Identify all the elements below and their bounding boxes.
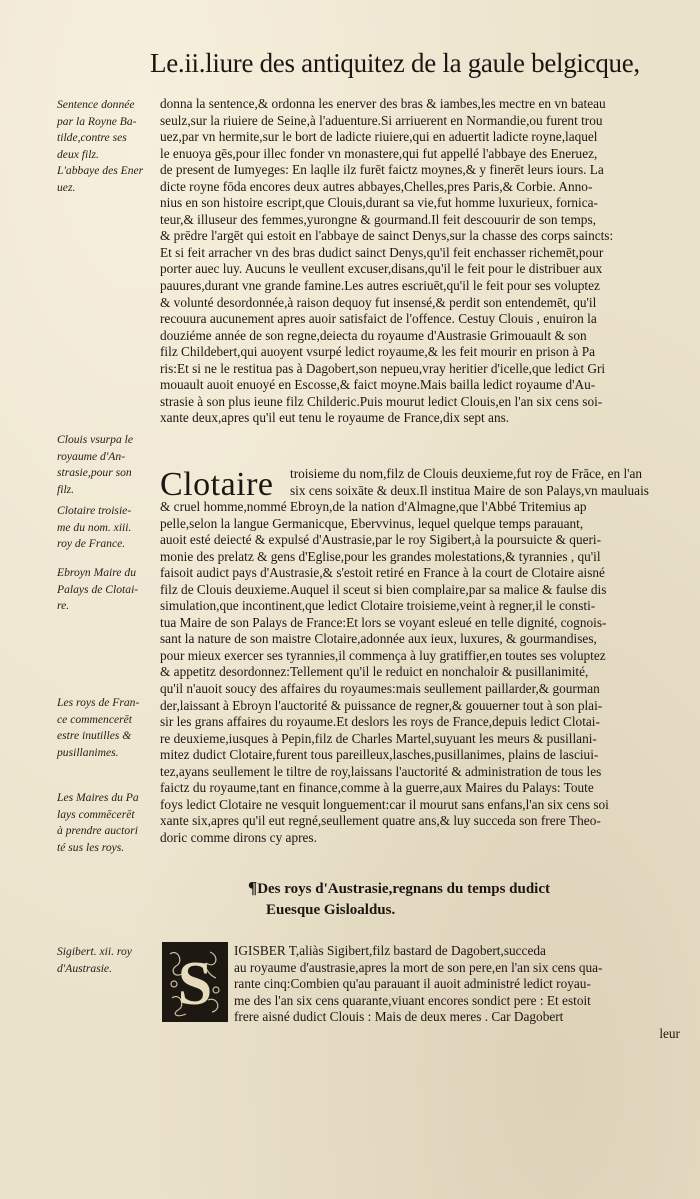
text-line: recouura aucunement apres auoir satisfaict de l'offence. Cestuy Clouis , enuiron la [160, 311, 597, 327]
text-line: teur,& illuseur des femmes,yurongne & gourmand.Il feit descouurir de son temps, [160, 211, 596, 227]
paragraph-initial-word: Clotaire [160, 466, 274, 503]
text-line: tua Maire de son Palays de France:Et lors se voyant esleué en telle dignité, cognois- [160, 614, 607, 630]
text-line: Et si feit arracher vn des bras dudict sainct Denys,qu'il feit enchasser richemēt,pour [160, 244, 604, 260]
margin-note-maires: Les Maires du Pa lays commēcerēt à prendre auctori té sus les roys. [57, 791, 139, 854]
text-line: xante deux,apres qu'il eut tenu le royaume de France,dix sept ans. [160, 410, 510, 426]
text-line: frere aisné dudict Clouis : Mais de deux meres . Car Dagobert [234, 1009, 564, 1025]
text-line: & cruel homme,nommé Ebroyn,de la nation d'Almagne,que l'Abbé Tritemius ap [160, 499, 587, 514]
text-line: & volunté desordonnée,à raison dequoy fut insensé,& perdit son entendemēt, qu'il [160, 294, 597, 310]
text-line: douziéme année de son regne,deiecta du royaume d'Austrasie Grimouault & son [160, 327, 587, 343]
text-line: xante six,apres qu'il eut regné,seullement quatre ans,& luy succeda son frere Theo- [160, 813, 601, 829]
section-heading: ¶Des roys d'Austrasie,regnans du temps dudict Euesque Gisloaldus. [248, 878, 551, 918]
margin-note-sentence: Sentence donnée par la Royne Ba- tilde,contre ses deux filz. L'abbaye des Ener uez. [57, 98, 144, 194]
margin-note-sigibert: Sigibert. xii. roy d'Austrasie. [57, 945, 132, 975]
margin-note-clouis: Clouis vsurpa le royaume d'An- strasie,pour son filz. [57, 433, 134, 496]
paragraph-clotaire [160, 499, 683, 846]
text-line: IGISBER T,aliàs Sigibert,filz bastard de Dagobert,succeda [234, 943, 546, 958]
text-line: le enuoya gēs,pour illec fonder vn monastere,qui fut appellé l'abbaye des Eneruez, [160, 145, 598, 161]
text-line: doric comme dirons cy apres. [160, 829, 317, 845]
text-line: simulation,que incontinent,que ledict Clotaire troisieme,veint à regner,il le consti- [160, 598, 596, 614]
text-line: qu'il n'auoit soucy des affaires du royaumes:mais seullement paillarder,& gourman [160, 681, 600, 697]
text-line: re deuxieme,iusques à Pepin,filz de Charles Martel,suyuant les meurs & pusillani- [160, 730, 597, 746]
text-line: filz Childebert,qui auoyent vsurpé ledict royaume,& les feit mourir en prison à Pa [160, 344, 595, 360]
text-line: auoit esté deiecté & expulsé d'Austrasie,par le roy Sigibert,à la poursuicte & queri- [160, 532, 602, 548]
text-line: mitez dudict Clotaire,furent tous pareilleux,lasches,pusillanimes, plains de lasciui- [160, 747, 599, 763]
text-line: strasie à son plus ieune filz Childeric.Puis mourut ledict Clouis,en l'an six cens soi- [160, 393, 603, 409]
text-line: pauures,durant vne grande famine.Les autres escriuēt,qu'il le feit pour ses voluptez [160, 278, 600, 294]
text-line: seulz,sur la riuiere de Seine,à l'aduenture.Si arriuerent en Normandie,ou furent trou [160, 112, 603, 128]
margin-note-clotaire: Clotaire troisie- me du nom. xiii. roy de France. [57, 504, 132, 550]
text-line: foys ledict Clotaire ne vesquit longuement:car il mourut sans enfans,l'an six cens soi [160, 796, 609, 812]
text-line: pelle,selon la langue Germanicque, Ebervvinus, lequel quelque temps parauant, [160, 515, 584, 531]
text-line: sir les grans affaires du royaume.Et deslors les roys de France,depuis ledict Clotai- [160, 714, 600, 730]
text-line: donna la sentence,& ordonna les enerver des bras & iambes,les mectre en vn bateau [160, 96, 606, 111]
text-line: dicte royne fōda encores deux autres abbayes,Chelles,pres Paris,& Corbie. Anno- [160, 178, 593, 194]
running-head: Le.ii.liure des antiquitez de la gaule belgicque, [150, 48, 640, 78]
text-line: au royaume d'austrasie,apres la mort de son pere,en l'an six cens qua- [234, 959, 603, 975]
text-line: uez,par vn hermite,sur le bort de ladicte riuiere,qui en aduertit ladicte royne,laquel [160, 129, 598, 145]
text-line: der,laissant à Ebroyn l'auctorité & puissance de regner,& gouuerner tout à son plai- [160, 697, 603, 713]
drop-cap-letter: S [177, 950, 213, 1018]
text-line: me des l'an six cens quarante,viuant encores sondict pere : Et estoit [234, 992, 591, 1008]
text-line: monie des prelatz & gens d'Eglise,pour les grandes molestations,& tyrannies , qu'il [160, 548, 601, 564]
decorated-initial-s [162, 942, 228, 1022]
text-line: porter auec luy. Aucuns le veullent excuser,disans,qu'il le feit pour le distribuer aux [160, 261, 603, 277]
text-line: pour mieux exercer ses tyrannies,il commença à luy gratiffier,en toutes ses voluptez [160, 647, 606, 663]
text-line: & appetitz desordonnez:Tellement qu'il le reduict en nonchaloir & pusillanimité, [160, 664, 589, 680]
text-line: tez,ayans seullement le tiltre de roy,laissans l'auctorité & administration de tous les [160, 763, 602, 779]
text-line: de present de Iumyeges: En laqlle ilz furēt faictz moynes,& y finerēt leurs iours. La [160, 162, 604, 178]
text-line: faisoit audict pays d'Austrasie,& s'estoit retiré en France à la court de Clotaire aisné [160, 565, 605, 581]
text-line: nius en son histoire escript,que Clouis,durant sa vie,fut homme luxurieux, fornica- [160, 195, 598, 211]
text-line: leur [659, 1025, 680, 1041]
paragraph-sigibert [234, 943, 684, 1042]
text-line: ris:Et si ne le restitua pas à Dagobert,son nepueu,vray heritier d'icelle,que ledict Gri [160, 360, 606, 376]
text-line: mouault auoit enuoyé en Escosse,& faict moyne.Mais bailla ledict royaume d'Au- [160, 377, 596, 393]
text-line: sant la nature de son maistre Clotaire,adonnée aux ieux, luxures, & gourmandises, [160, 631, 597, 647]
text-line: & prēdre l'argēt qui estoit en l'abbaye de sainct Denys,sur la chasse des corps saincts: [160, 228, 614, 244]
margin-note-ebroyn: Ebroyn Maire du Palays de Clotai- re. [57, 566, 139, 612]
text-line: filz de Clouis deuxieme.Auquel il sceut si bien complaire,par sa malice & faulse dis [160, 581, 607, 597]
paragraph-clouis [160, 96, 683, 427]
text-line: faictz du royaume,tant en finance,comme à la guerre,aux Maires du Palays: Toute [160, 780, 594, 796]
text-line: rante cinq:Combien qu'au parauant il auoit administré ledict royau- [234, 976, 591, 992]
pilcrow-mark: ¶ [248, 878, 258, 897]
paragraph-clotaire-opening: troisieme du nom,filz de Clouis deuxieme,fut roy de Frāce, en l'an six cens soixāte & deux.Il institua Maire de son Palays,vn mauluais [290, 466, 649, 498]
margin-note-roys: Les roys de Fran- ce commencerēt estre inutilles & pusillanimes. [57, 696, 140, 759]
